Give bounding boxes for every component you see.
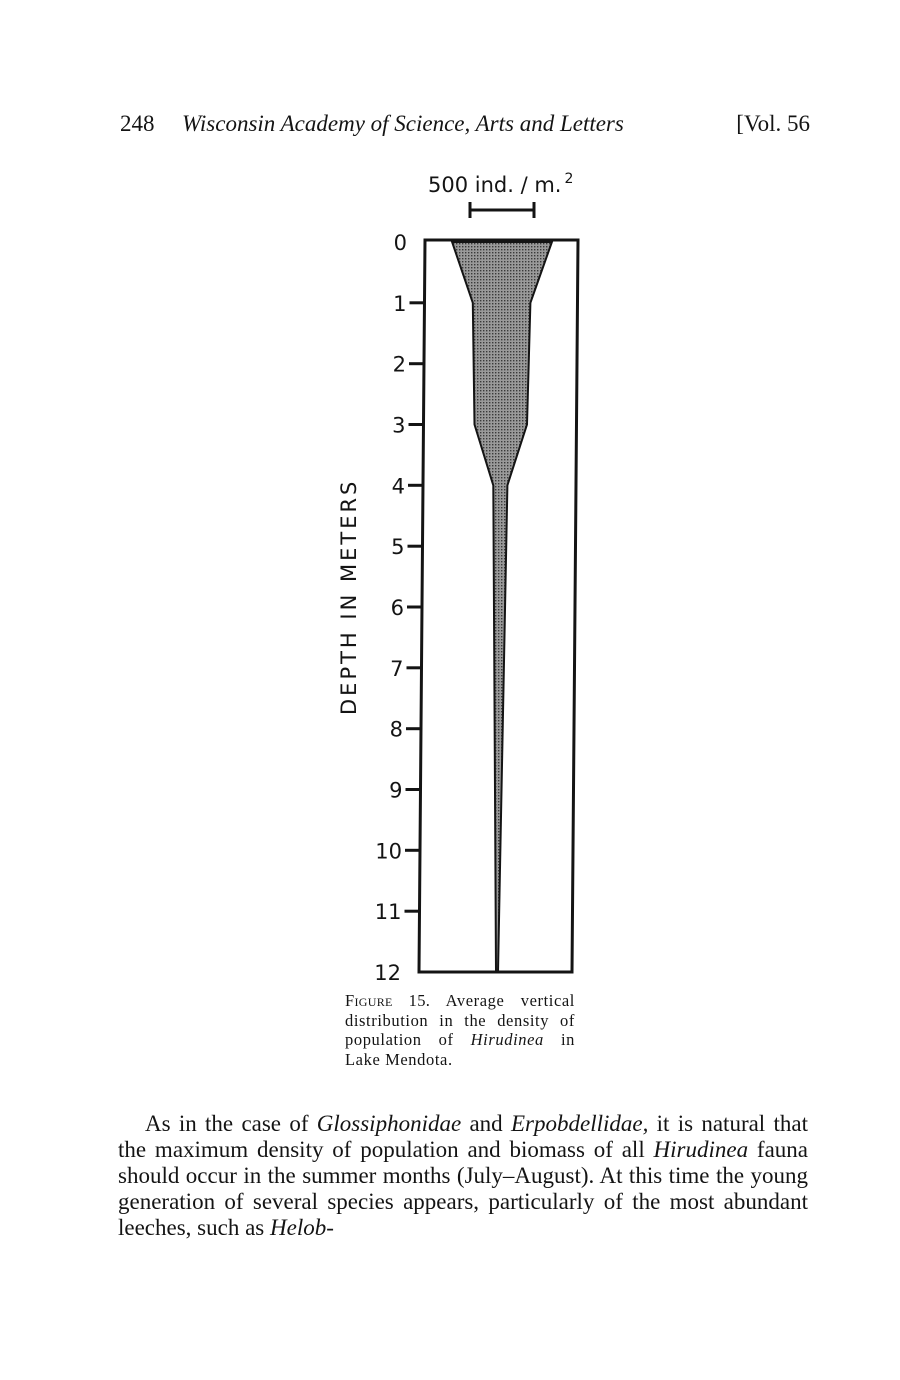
journal-title: Wisconsin Academy of Science, Arts and Letters <box>182 111 624 136</box>
italic-term: Helob- <box>270 1215 334 1240</box>
y-tick-label: 0 <box>393 231 407 255</box>
caption-taxon: Hirudinea <box>470 1030 544 1049</box>
body-paragraph <box>118 1111 808 1241</box>
y-axis-label: DEPTH IN METERS <box>337 478 361 715</box>
y-axis-ticks <box>374 231 424 985</box>
text-run: As in the case of <box>145 1111 317 1136</box>
y-tick-label: 5 <box>391 535 405 560</box>
italic-term: Hirudinea <box>653 1137 749 1162</box>
scale-bar-superscript: 2 <box>564 171 574 187</box>
y-tick-label: 10 <box>375 839 402 864</box>
density-kite <box>452 242 552 972</box>
page-number: 248 <box>120 111 155 136</box>
paragraph-text <box>118 1111 808 1241</box>
text-run: it is natural that the maximum density of population and biomass of all <box>118 1111 808 1162</box>
italic-term: Glossiphonidae <box>316 1111 462 1136</box>
caption-text: Average vertical distribution in the density of population of <box>345 991 575 1049</box>
y-tick-label: 4 <box>391 474 405 499</box>
y-tick-label: 7 <box>390 656 404 681</box>
scale-bar <box>470 202 534 218</box>
y-tick-label: 6 <box>390 596 404 620</box>
y-tick-label: 3 <box>392 413 406 438</box>
text-run: and <box>461 1111 511 1136</box>
text-run: fauna should occur in the summer months (July–August). At this time the young generation of several species appears, particularly of the most abundant leeches, such as <box>118 1137 808 1240</box>
y-tick-label: 12 <box>374 961 401 985</box>
scale-bar-label: 500 ind. / m. $^2$ <box>428 171 574 197</box>
figure-caption <box>345 991 575 1069</box>
y-tick-label: 1 <box>393 291 407 316</box>
caption-text-end: in Lake Mendota. <box>345 1030 575 1069</box>
italic-term: Erpobdellidae, <box>510 1111 649 1136</box>
y-tick-label: 9 <box>389 778 403 803</box>
y-tick-label: 2 <box>392 352 406 377</box>
caption-lead: Figure 15. <box>345 991 431 1010</box>
volume-label: [Vol. 56 <box>736 111 810 136</box>
y-tick-label: 11 <box>374 900 402 925</box>
y-tick-label: 8 <box>389 717 403 742</box>
